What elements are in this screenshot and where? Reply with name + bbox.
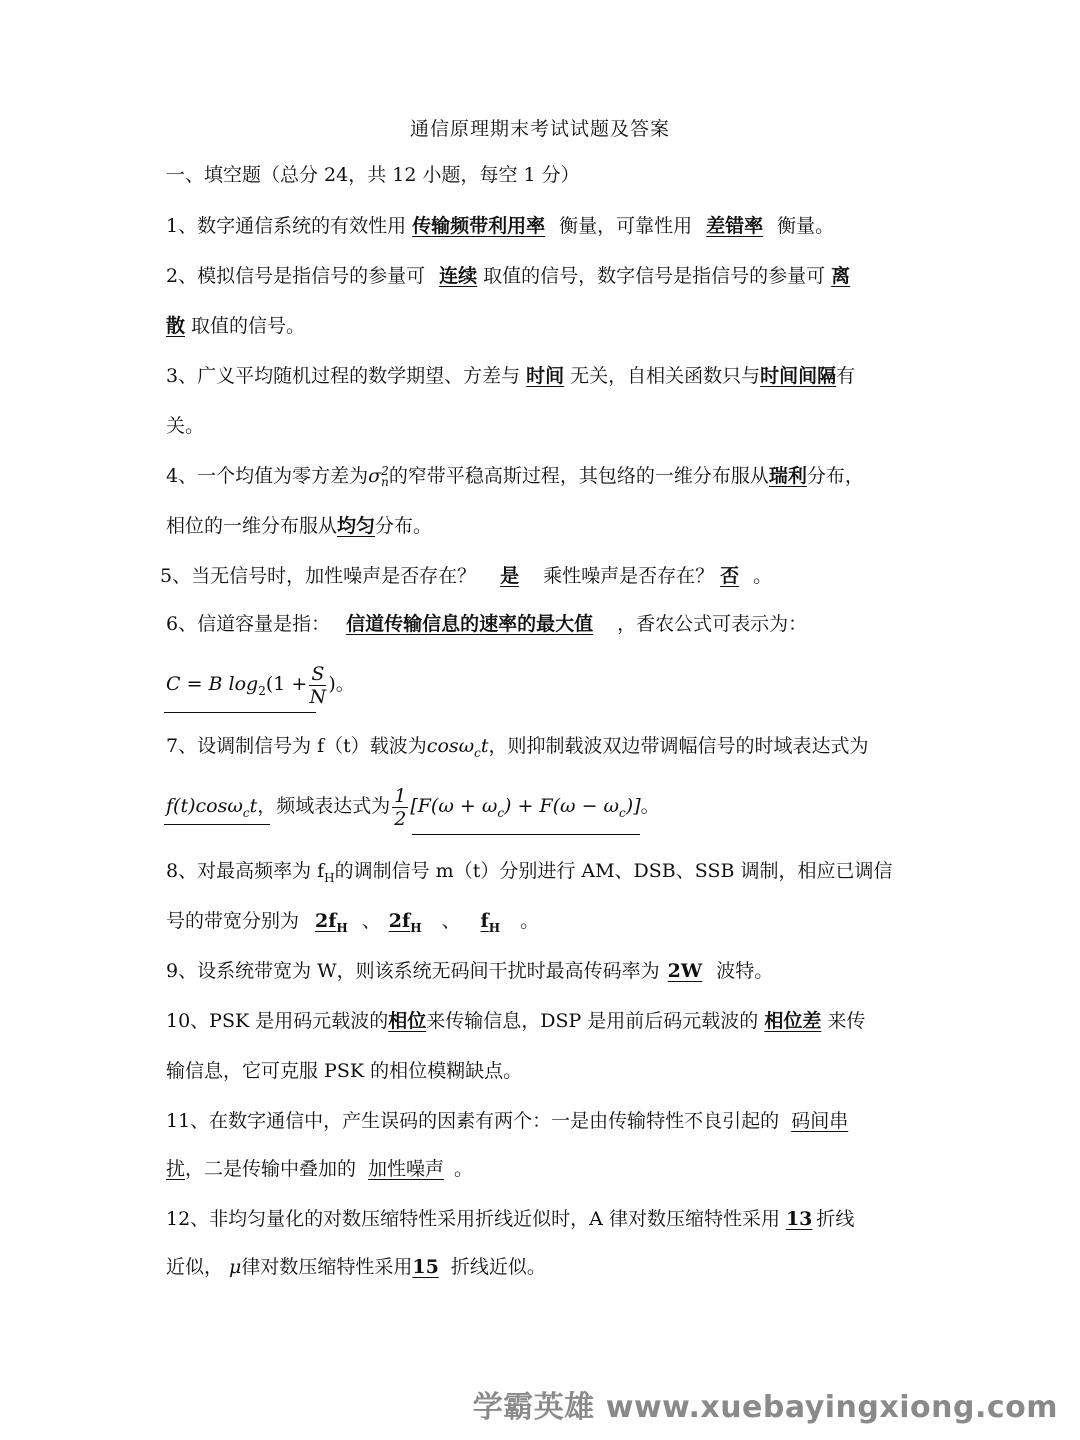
q8-sep-2: 、: [441, 910, 461, 932]
shannon-denominator: N: [309, 685, 327, 708]
question-1: [166, 211, 926, 241]
q8-answer-dsb-text: 2f: [388, 910, 411, 932]
q8-answer-ssb-text: f: [480, 910, 489, 932]
q7-time-underline: [164, 824, 270, 825]
q2-text-2: 取值的信号，数字信号是指信号的参量可: [483, 265, 826, 287]
shannon-tail: 。: [335, 673, 355, 695]
document-title: 通信原理期末考试试题及答案: [409, 118, 670, 140]
q4-text-5: 分布。: [375, 515, 433, 537]
question-8-line-2: [166, 906, 926, 943]
q8-answer-dsb-sub: H: [410, 920, 422, 935]
q8-answer-ssb-sub: H: [488, 920, 501, 935]
q8-answer-dsb: [381, 910, 442, 935]
mu-symbol: μ: [229, 1256, 242, 1278]
q7-answer-time: f(t)cosω: [166, 795, 243, 817]
question-12-line-2: [166, 1252, 926, 1282]
question-11-line-1: [166, 1106, 926, 1136]
q12-answer-1: 13: [785, 1208, 813, 1230]
q8-sep-1: 、: [361, 910, 381, 932]
q8-fh-sub: H: [324, 870, 335, 885]
q2-text-3: 取值的信号。: [191, 315, 306, 337]
q12-text-2: 折线: [816, 1208, 855, 1230]
q1-answer-2: 差错率: [706, 215, 764, 237]
q8-answer-am-sub: H: [336, 920, 348, 935]
q7-answer-freq-1: [F(ω + ω: [410, 795, 498, 817]
q10-answer-1: 相位: [388, 1010, 427, 1032]
q1-text-2: 衡量，可靠性用: [559, 215, 693, 237]
question-5: [160, 561, 920, 591]
question-7-line-1: [166, 731, 926, 768]
q2-text-1: 2、模拟信号是指信号的参量可: [166, 265, 426, 287]
question-10-line-1: [166, 1006, 926, 1036]
q5-answer-1: 是: [500, 565, 520, 587]
q5-text-3: 。: [753, 565, 773, 587]
question-12-line-1: [166, 1204, 926, 1234]
q12-answer-2: 15: [412, 1256, 439, 1278]
question-2-line-1: [166, 261, 926, 291]
carrier-sub: c: [474, 745, 481, 760]
q7-text-2: ，则抑制载波双边带调幅信号的时域表达式为: [488, 735, 869, 757]
carrier-t: t: [480, 735, 489, 757]
q5-text-2: 乘性噪声是否存在？: [543, 565, 715, 587]
section-heading: 一、填空题（总分 24，共 12 小题，每空 1 分）: [166, 164, 580, 186]
question-4-line-1: [166, 461, 926, 491]
question-2-line-2: [166, 311, 926, 341]
shannon-numerator: S: [311, 662, 325, 685]
carrier-expr: cosω: [426, 735, 475, 757]
watermark: 学霸英雄 www.xuebayingxiong.com: [472, 1390, 1058, 1425]
q2-answer-1: 连续: [439, 265, 478, 287]
question-6: [166, 609, 926, 639]
question-9: [166, 956, 926, 986]
q8-text-2: 的调制信号 m（t）分别进行 AM、DSB、SSB 调制，相应已调信: [334, 860, 893, 882]
q12-text-1: 12、非均匀量化的对数压缩特性采用折线近似时，A 律对数压缩特性采用: [166, 1208, 780, 1230]
q7-answer-freq-2: ) + F(ω − ω: [504, 795, 620, 817]
q6-formula: [166, 656, 926, 712]
q11-answer-1a: 码间串: [791, 1110, 849, 1132]
q6-answer-1: 信道传输信息的速率的最大值: [346, 613, 594, 635]
q11-text-2: ，二是传输中叠加的: [185, 1158, 357, 1180]
q4-answer-1: 瑞利: [768, 465, 807, 487]
q1-text-1: 1、数字通信系统的有效性用: [166, 215, 407, 237]
q3-text-1: 3、广义平均随机过程的数学期望、方差与: [166, 365, 521, 387]
q8-answer-am: [299, 910, 362, 935]
q7-half-num: 1: [394, 784, 407, 807]
q4-text-3: 分布，: [806, 465, 864, 487]
shannon-mid: (1 +: [265, 673, 308, 695]
q3-answer-1: 时间: [526, 365, 565, 387]
q4-answer-2: 均匀: [337, 515, 376, 537]
q3-text-3: 有: [836, 365, 856, 387]
q4-text-1: 4、一个均值为零方差为: [166, 465, 369, 487]
question-4-line-2: [166, 511, 926, 541]
sigma-sup: 2: [381, 464, 389, 478]
q11-answer-1b: 扰: [166, 1158, 186, 1180]
q8-answer-am-text: 2f: [315, 910, 337, 932]
q2-answer-2a: 离: [831, 265, 851, 287]
q2-answer-2b: 散: [166, 315, 186, 337]
question-11-line-2: [166, 1154, 926, 1184]
q3-text-4: 关。: [166, 415, 205, 437]
q8-text-1: 8、对最高频率为 f: [166, 860, 325, 882]
shannon-fraction: [309, 663, 326, 708]
question-3-line-2: [166, 411, 926, 441]
sigma-symbol: σ: [368, 465, 382, 487]
q1-text-3: 衡量。: [777, 215, 835, 237]
q7-answer-freq-3: )]: [625, 795, 641, 817]
q9-text-2: 波特。: [716, 960, 774, 982]
q4-text-4: 相位的一维分布服从: [166, 515, 338, 537]
question-7-line-2: [166, 778, 926, 834]
q7-answer-time-t: t: [249, 795, 258, 817]
q7-freq-underline: [412, 834, 640, 835]
q7-answer-freq-sub2: c: [619, 805, 626, 820]
q10-answer-2: 相位差: [764, 1010, 822, 1032]
question-8-line-1: [166, 856, 926, 893]
q6-text-1: 6、信道容量是指：: [166, 613, 331, 635]
q6-text-2: ，香农公式可表示为：: [617, 613, 808, 635]
q11-text-1: 11、在数字通信中，产生误码的因素有两个：一是由传输特性不良引起的: [166, 1110, 780, 1132]
q7-text-4: 。: [640, 795, 660, 817]
q12-text-3: 近似，: [166, 1256, 224, 1278]
shannon-log-base: 2: [258, 683, 266, 698]
q7-answer-time-sub: c: [242, 805, 250, 820]
q7-text-1: 7、设调制信号为 f（t）载波为: [166, 735, 427, 757]
q3-text-2: 无关，自相关函数只与: [570, 365, 761, 387]
q9-text-1: 9、设系统带宽为 W，则该系统无码间干扰时最高传码率为: [166, 960, 660, 982]
q10-text-3: 来传: [827, 1010, 866, 1032]
q11-text-3: 。: [454, 1158, 474, 1180]
q5-text-1: 5、当无信号时，加性噪声是否存在？: [160, 565, 477, 587]
q10-text-1: 10、PSK 是用码元载波的: [166, 1010, 389, 1032]
question-10-line-2: [166, 1056, 926, 1086]
q10-text-2: 来传输信息，DSP 是用前后码元载波的: [426, 1010, 759, 1032]
q11-answer-2: 加性噪声: [368, 1158, 445, 1180]
q12-text-4: 律对数压缩特性采用: [241, 1256, 413, 1278]
q7-half-den: 2: [394, 807, 407, 830]
q7-answer-freq-sub1: c: [497, 805, 505, 820]
q5-answer-2: 否: [720, 565, 740, 587]
q7-half-fraction: [392, 785, 408, 830]
q9-answer: 2W: [667, 960, 703, 982]
q6-formula-underline: [164, 712, 316, 713]
shannon-lhs: C = B log: [166, 673, 259, 695]
q10-text-4: 输信息，它可克服 PSK 的相位模糊缺点。: [166, 1060, 523, 1082]
q8-text-3: 号的带宽分别为: [166, 910, 300, 932]
sigma-sub: n: [381, 475, 389, 489]
q1-answer-1: 传输频带利用率: [412, 215, 546, 237]
q7-text-3: ，频域表达式为: [257, 795, 391, 817]
question-3-line-1: [166, 361, 926, 391]
q8-answer-ssb: [461, 910, 521, 935]
shannon-end: ): [328, 673, 336, 695]
q12-text-5: 折线近似。: [450, 1256, 546, 1278]
q8-text-4: 。: [520, 910, 540, 932]
q3-answer-2: 时间间隔: [760, 365, 837, 387]
q4-text-2: 的窄带平稳高斯过程，其包络的一维分布服从: [388, 465, 769, 487]
